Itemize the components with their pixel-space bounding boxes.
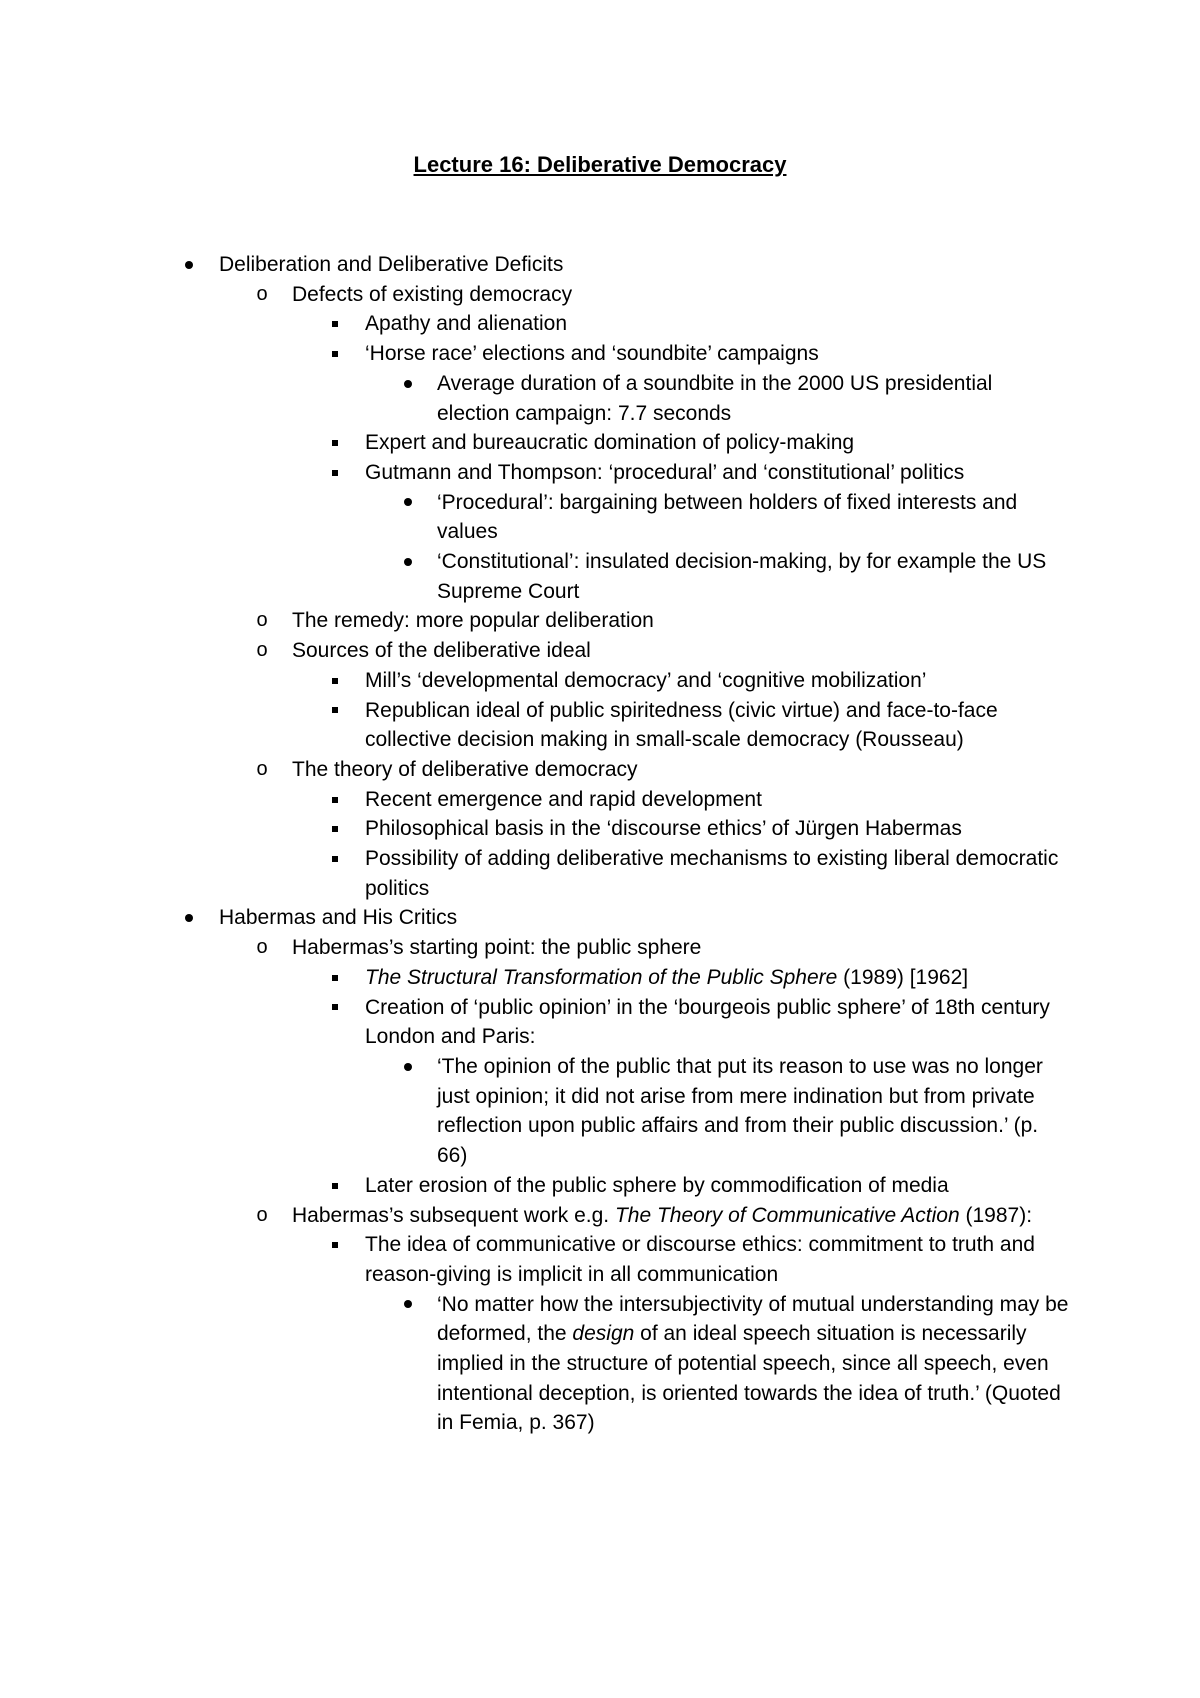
text-segment: Republican ideal of public spiritedness (civic virtue) and face-to-face collective decision making in small-scale democracy (Rousseau) <box>365 698 998 752</box>
list-item <box>0 1290 1200 1439</box>
list-item <box>0 814 1200 844</box>
list-item-text <box>219 253 563 276</box>
list-item-text <box>437 372 992 425</box>
list-item <box>0 280 1200 310</box>
list-item-text <box>292 609 654 632</box>
bullet-circle-icon: o <box>256 1203 268 1226</box>
text-segment: Sources of the deliberative ideal <box>292 639 591 663</box>
list-item <box>0 1052 1200 1171</box>
list-item <box>0 369 1200 428</box>
list-item-text <box>437 1293 1069 1435</box>
bullet-circle-icon: o <box>256 282 268 305</box>
list-item-text <box>365 312 567 335</box>
list-item <box>0 844 1200 903</box>
bullet-disc-icon <box>400 488 416 518</box>
list-item-text <box>437 491 1017 544</box>
list-item <box>0 933 1200 963</box>
bullet-square-icon <box>327 1230 343 1260</box>
list-item <box>0 696 1200 755</box>
bullet-disc-icon <box>400 1290 416 1320</box>
italic-text: The Theory of Communicative Action <box>614 1203 960 1227</box>
list-item-text <box>292 936 701 959</box>
bullet-disc-icon <box>400 547 416 577</box>
bullet-square-icon <box>327 458 343 488</box>
list-item <box>0 428 1200 458</box>
list-item-text <box>365 699 998 752</box>
text-segment: Creation of ‘public opinion’ in the ‘bourgeois public sphere’ of 18th century London and Paris: <box>365 995 1050 1049</box>
bullet-disc-icon <box>400 369 416 399</box>
italic-text: The Structural Transformation of the Public Sphere <box>365 965 838 989</box>
list-item <box>0 666 1200 696</box>
text-segment: Later erosion of the public sphere by commodification of media <box>365 1173 949 1197</box>
text-segment: Habermas’s starting point: the public sphere <box>292 936 702 960</box>
list-item <box>0 458 1200 488</box>
text-segment: ‘Horse race’ elections and ‘soundbite’ campaigns <box>365 342 819 366</box>
text-segment: Possibility of adding deliberative mechanisms to existing liberal democratic politics <box>365 847 1059 900</box>
text-segment: Gutmann and Thompson: ‘procedural’ and ‘constitutional’ politics <box>365 460 965 484</box>
list-item-text <box>365 1174 949 1197</box>
list-item <box>0 488 1200 547</box>
bullet-square-icon <box>327 696 343 726</box>
list-item <box>0 636 1200 666</box>
text-segment: Defects of existing democracy <box>292 282 573 306</box>
bullet-square-icon <box>327 1171 343 1201</box>
list-item-text <box>437 1055 1043 1167</box>
list-item <box>0 1171 1200 1201</box>
list-item <box>0 903 1200 933</box>
list-item-text <box>365 1233 1035 1286</box>
bullet-disc-icon <box>181 250 197 280</box>
list-item-text <box>365 431 854 454</box>
text-segment: Deliberation and Deliberative Deficits <box>219 253 564 276</box>
text-segment: (1987): <box>959 1203 1033 1227</box>
list-item-text <box>365 966 968 989</box>
list-item <box>0 1230 1200 1289</box>
text-segment: Philosophical basis in the ‘discourse ethics’ of Jürgen Habermas <box>365 817 962 841</box>
text-segment: ‘No matter how the intersubjectivity of mutual understanding may be deformed, the <box>437 1292 1069 1346</box>
bullet-circle-icon: o <box>256 639 268 662</box>
list-item-text <box>365 817 962 840</box>
list-item-text <box>365 996 1050 1049</box>
bullet-disc-icon <box>181 903 197 933</box>
bullet-square-icon <box>327 309 343 339</box>
list-item-text <box>219 906 457 929</box>
list-item <box>0 339 1200 369</box>
bullet-square-icon <box>327 666 343 696</box>
text-segment: The idea of communicative or discourse ethics: commitment to truth and reason-giving is implicit in all communication <box>365 1233 1035 1286</box>
bullet-square-icon <box>327 993 343 1023</box>
list-item <box>0 547 1200 606</box>
text-segment: ‘The opinion of the public that put its reason to use was no longer just opinion; it did not arise from mere indination but from private reflection upon public affairs and from their public discussion.’ (p. 66) <box>437 1054 1043 1168</box>
list-item-text <box>292 639 591 662</box>
text-segment: Mill’s ‘developmental democracy’ and ‘cognitive mobilization’ <box>365 668 927 692</box>
list-item <box>0 309 1200 339</box>
list-item-text <box>365 788 762 811</box>
text-segment: of an ideal speech situation is necessarily implied in the structure of potential speech, since all speech, even intentional deception, is oriented towards the idea of truth.’ (Quoted in Femia, p. 367) <box>437 1322 1061 1435</box>
text-segment: ‘Constitutional’: insulated decision-making, by for example the US Supreme Court <box>437 550 1047 603</box>
list-item-text <box>365 461 964 484</box>
text-segment: Habermas and His Critics <box>219 906 458 930</box>
list-item-text <box>365 847 1058 900</box>
list-item <box>0 785 1200 815</box>
list-item <box>0 606 1200 636</box>
page-title: Lecture 16: Deliberative Democracy <box>413 152 787 177</box>
text-segment: Apathy and alienation <box>365 312 567 336</box>
bullet-circle-icon: o <box>256 609 268 632</box>
bullet-circle-icon: o <box>256 757 268 780</box>
list-item-text <box>365 342 819 365</box>
list-item <box>0 993 1200 1052</box>
list-item-text <box>292 1204 1032 1227</box>
bullet-square-icon <box>327 963 343 993</box>
list-item-text <box>437 550 1046 603</box>
list-item <box>0 250 1200 280</box>
italic-text: design <box>572 1322 635 1346</box>
text-segment: Recent emergence and rapid development <box>365 787 762 811</box>
bullet-square-icon <box>327 844 343 874</box>
text-segment: Expert and bureaucratic domination of policy-making <box>365 431 855 455</box>
text-segment: (1989) [1962] <box>837 965 969 989</box>
text-segment: The theory of deliberative democracy <box>292 757 638 781</box>
text-segment: Average duration of a soundbite in the 2000 US presidential election campaign: 7.7 seconds <box>437 371 993 425</box>
bullet-square-icon <box>327 814 343 844</box>
bullet-disc-icon <box>400 1052 416 1082</box>
list-item-text <box>292 758 638 781</box>
list-item <box>0 755 1200 785</box>
list-item <box>0 1201 1200 1231</box>
bullet-circle-icon: o <box>256 936 268 959</box>
bullet-square-icon <box>327 785 343 815</box>
list-item-text <box>292 283 572 306</box>
text-segment: ‘Procedural’: bargaining between holders of fixed interests and values <box>437 490 1018 544</box>
text-segment: Habermas’s subsequent work e.g. <box>292 1203 615 1227</box>
bullet-outline <box>0 250 1200 1438</box>
text-segment: The remedy: more popular deliberation <box>292 609 654 633</box>
bullet-square-icon <box>327 428 343 458</box>
bullet-square-icon <box>327 339 343 369</box>
list-item-text <box>365 669 926 692</box>
list-item <box>0 963 1200 993</box>
